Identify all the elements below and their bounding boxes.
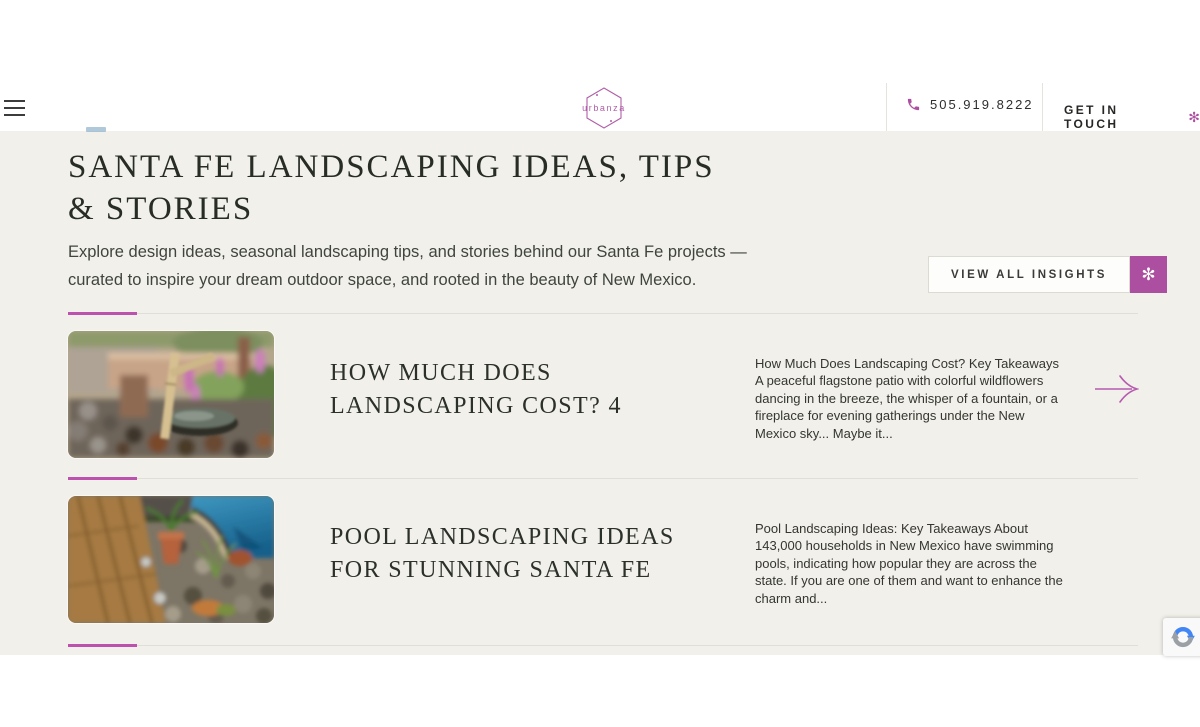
article-excerpt: Pool Landscaping Ideas: Key Takeaways About 143,000 households in New Mexico have swimming pools, indicating how popular they are across the state. If you are one of them and want to enhance the charm and... — [755, 521, 1063, 606]
page-title-line1: SANTA FE LANDSCAPING IDEAS, TIPS — [68, 149, 715, 185]
clipped-text-fragment — [86, 127, 106, 132]
phone-link[interactable] — [906, 97, 1034, 112]
recaptcha-badge[interactable] — [1163, 618, 1200, 656]
logo-wordmark: urbanza — [582, 103, 626, 113]
get-in-touch-label: GET IN TOUCH — [1064, 103, 1119, 131]
card-divider — [68, 313, 1138, 314]
arrow-right-icon[interactable] — [1093, 372, 1139, 411]
recaptcha-logo-icon — [1169, 623, 1197, 651]
view-all-insights-label: VIEW ALL INSIGHTS — [928, 256, 1130, 293]
card-divider-accent — [68, 477, 137, 480]
phone-number: 505.919.8222 — [930, 97, 1034, 112]
intro-paragraph: Explore design ideas, seasonal landscaping tips, and stories behind our Santa Fe projects — curated to inspire your dream outdoor space, and rooted in the beauty of New Mexico. — [68, 243, 747, 289]
header-divider-2 — [1042, 83, 1043, 131]
article-title[interactable]: HOW MUCH DOES LANDSCAPING COST? 4 — [330, 360, 622, 419]
logo[interactable] — [582, 86, 626, 130]
view-all-insights-button[interactable] — [928, 256, 1167, 293]
flower-square-icon: ✻ — [1130, 256, 1167, 293]
header-divider — [886, 83, 887, 131]
hamburger-menu-icon[interactable] — [4, 100, 25, 121]
card-divider — [68, 478, 1138, 479]
card-divider-accent — [68, 312, 137, 315]
article-title[interactable]: POOL LANDSCAPING IDEAS FOR STUNNING SANTA FE — [330, 524, 675, 583]
page-title-line2: & STORIES — [68, 191, 254, 227]
phone-icon — [906, 97, 921, 112]
card-divider — [68, 645, 1138, 646]
flower-icon: ✻ — [1188, 109, 1200, 125]
card-divider-accent — [68, 644, 137, 647]
header — [0, 83, 1200, 131]
get-in-touch-button[interactable] — [1064, 103, 1200, 131]
article-excerpt: How Much Does Landscaping Cost? Key Takeaways A peaceful flagstone patio with colorful wildflowers dancing in the breeze, the whisper of a fountain, or a fireplace for evening gatherings under the New Mexico sky... Maybe it... — [755, 356, 1059, 441]
article-image-pool-garden[interactable] — [68, 496, 274, 623]
article-image-bamboo-fountain[interactable] — [68, 331, 274, 458]
